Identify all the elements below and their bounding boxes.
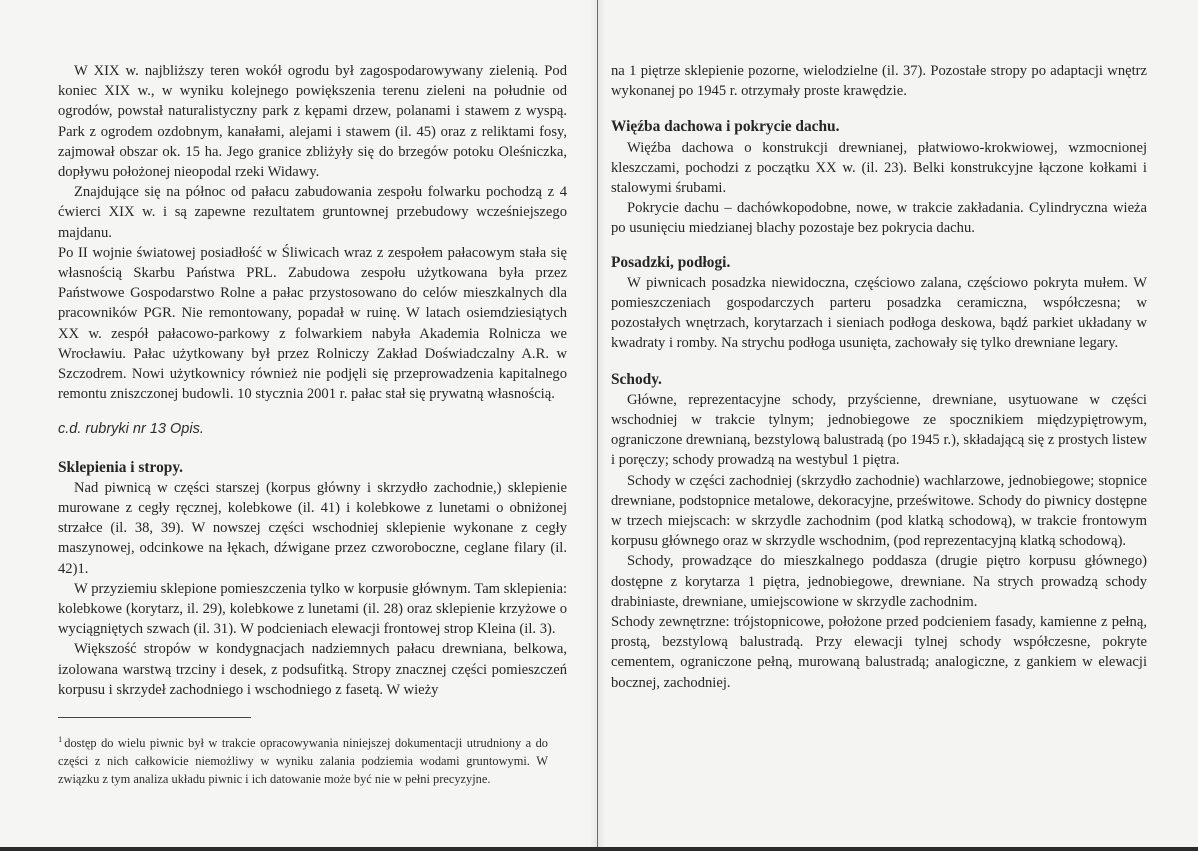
page-gutter	[597, 0, 598, 851]
footnote	[58, 731, 548, 788]
paragraph-park-history: W XIX w. najbliższy teren wokół ogrodu był zagospodarowywany zielenią. Pod koniec XIX w., w wyniku kolejnego powiększenia terenu zieleni na południe od ogrodów, powstał naturalistyczny park z kępami drzew, polanami i stawem z wyspą. Park z ogrodem ozdobnym, kanałami, alejami i stawem (il. 45) oraz z reliktami fosy, zajmował obszar ok. 15 ha. Jego granice zbliżyły się do brzegów potoku Oleśniczka, dopływu położonej nieopodal rzeki Widawy.	[58, 63, 567, 181]
footnote-text: dostęp do wielu piwnic był w trakcie opracowywania niniejszej dokumentacji utrudniony a do części z nich całkowicie niemożliwy w wyniku zalania podziemia wodami gruntowymi. W związku z tym analiza układu piwnic i ich datowanie może być nie w pełni precyzyjne.	[58, 736, 548, 786]
paragraph-cellar-vaults: Nad piwnicą w części starszej (korpus główny i skrzydło zachodnie,) sklepienie murowane z cegły ręcznej, kolebkowe (il. 41) i kolebkowe z lunetami o obniżonej strzałce (il. 38, 39). W nowszej części wschodniej sklepienie wykonane z cegły maszynowej, odcinkowe na łękach, dźwigane przez czworoboczne, ceglane filary (il. 42)1.	[58, 479, 567, 577]
paragraph-main-stairs: Główne, reprezentacyjne schody, przyścienne, drewniane, usytuowane w części wschodniej w trakcie tylnym; jednobiegowe ze spocznikiem międzypiętrowym, ograniczone drewnianą, bezstylową balustradą (po 1945 r.), składającą się z prostych listew i poręczy; schody prowadzą na westybul 1 piętra.	[611, 391, 1147, 469]
heading-vaults-ceilings: Sklepienia i stropy.	[58, 458, 184, 476]
page-gutter-shadow	[590, 0, 606, 851]
left-text-column	[58, 61, 567, 700]
paragraph-post-war-history: Po II wojnie światowej posiadłość w Śliwicach wraz z zespołem pałacowym stała się własnością Skarbu Państwa PRL. Zabudowa zespołu użytkowana była przez Państwowe Gospodarstwo Rolne a pałac przystosowano do celów mieszkalnych dla pracowników PGR. Nie remontowany, popadał w ruinę. W latach osiemdziesiątych XX w. zespół pałacowo-parkowy z folwarkiem nabyła Akademia Rolnicza we Wrocławiu. Pałac użytkowany był przez Rolniczy Zakład Doświadczalny A.R. w Szczodrem. Nowi użytkownicy również nie podjęli się przeprowadzenia kapitalnego remontu zniszczonej budowli. 10 stycznia 2001 r. pałac stał się prywatną własnością.	[58, 244, 567, 403]
paragraph-roof-truss: Więźba dachowa o konstrukcji drewnianej, płatwiowo-krokwiowej, wzmocnionej kleszczami, pochodzi z początku XX w. (il. 23). Belki konstrukcyjne łączone kołkami i stalowymi śrubami.	[611, 139, 1147, 197]
paragraph-west-stairs: Schody w części zachodniej (skrzydło zachodnie) wachlarzowe, jednobiegowe; stopnice drewniane, podstopnice metalowe, dekoracyjne, prześwitowe. Schody do piwnicy dostępne w trzech miejscach: w skrzydle zachodnim (pod klatką schodową), w trakcie frontowym korpusu głównego oraz w skrzydle wschodnim, (pod reprezentacyjną klatką schodową).	[611, 472, 1147, 550]
paragraph-ground-floor-vaults: W przyziemiu sklepione pomieszczenia tylko w korpusie głównym. Tam sklepienia: kolebkowe (korytarz, il. 29), kolebkowe z lunetami (il. 28) oraz sklepienie krzyżowe o wyciągniętych szwach (il. 31). W podcieniach elewacji frontowej strop Kleina (il. 3).	[58, 580, 567, 638]
footnote-marker: 1	[58, 734, 63, 744]
heading-roof-truss: Więźba dachowa i pokrycie dachu.	[611, 118, 840, 136]
paragraph-roof-covering: Pokrycie dachu – dachówkopodobne, nowe, w trakcie zakładania. Cylindryczna wieża po usunięciu miedzianej blachy pozostaje bez pokrycia dachu.	[611, 200, 1147, 237]
scan-bottom-edge	[0, 847, 1198, 851]
paragraph-external-stairs: Schody zewnętrzne: trójstopnicowe, położone przed podcieniem fasady, kamienne z pełną, prostą, bezstylową balustradą. Przy elewacji tylnej schody współczesne, pokryte cementem, ograniczone pełną, murowaną balustradą; analogiczne, z gankiem w elewacji bocznej, zachodniej.	[611, 614, 1147, 691]
right-text-column	[611, 61, 1147, 693]
rubric-continuation: c.d. rubryki nr 13 Opis.	[58, 421, 204, 438]
heading-floors: Posadzki, podłogi.	[611, 253, 731, 271]
paragraph-first-floor-vault: na 1 piętrze sklepienie pozorne, wielodzielne (il. 37). Pozostałe stropy po adaptacji wnętrz wykonanej po 1945 r. otrzymały proste krawędzie.	[611, 63, 1147, 100]
footnote-divider	[58, 717, 251, 718]
paragraph-upper-ceilings: Większość stropów w kondygnacjach nadziemnych pałacu drewniana, belkowa, izolowana warstwą trzciny i desek, z podsufitką. Stropy znacznej części pomieszczeń korpusu i skrzydeł zachodniego i wschodniego z fasetą. W wieży	[58, 641, 567, 698]
heading-stairs: Schody.	[611, 370, 662, 388]
paragraph-floors: W piwnicach posadzka niewidoczna, częściowo zalana, częściowo pokryta mułem. W pomieszczeniach gospodarczych parteru posadzka ceramiczna, współczesna; w pozostałych wnętrzach, korytarzach i sieniach podłoga deskowa, bądź parkiet układany w kwadraty i romby. Na strychu podłoga usunięta, zachowały się tylko drewniane legary.	[611, 274, 1147, 352]
paragraph-farm-buildings: Znajdujące się na północ od pałacu zabudowania zespołu folwarku pochodzą z 4 ćwierci XIX w. i są zapewne rezultatem gruntownej przebudowy wcześniejszego majdanu.	[58, 184, 567, 241]
paragraph-attic-stairs: Schody, prowadzące do mieszkalnego poddasza (drugie piętro korpusu głównego) dostępne z korytarza 1 piętra, jednobiegowe, drewniane. Na strych prowadzą schody drabiniaste, drewniane, umiejscowione w skrzydle zachodnim.	[611, 553, 1147, 610]
